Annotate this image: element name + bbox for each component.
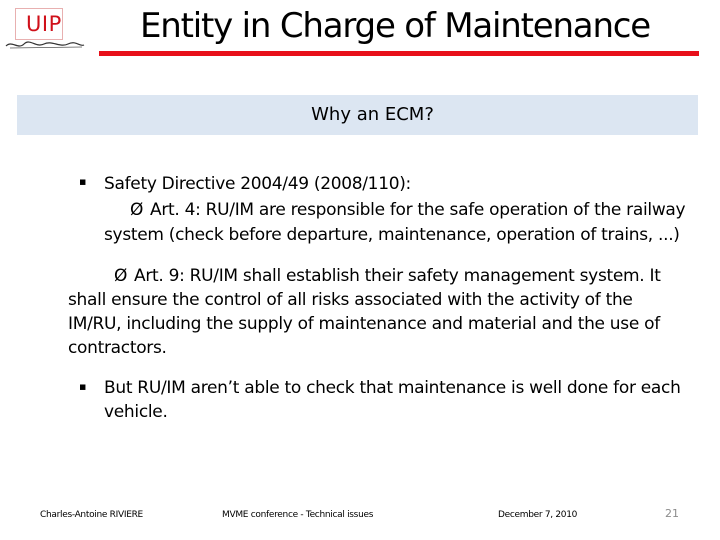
square-bullet-icon: ▪: [79, 175, 87, 188]
logo-text: UIP: [26, 12, 62, 36]
section-band: [17, 95, 698, 135]
arrow-bullet-icon: Ø: [130, 200, 144, 220]
footer-event: MVME conference - Technical issues: [222, 510, 374, 520]
arrow-bullet-icon: Ø: [114, 266, 128, 286]
uip-logo: [15, 8, 63, 40]
sub-2-line-2: shall ensure the control of all risks associated with the activity of the: [68, 290, 633, 310]
bullet-2-line-1: But RU/IM aren’t able to check that maintenance is well done for each: [104, 378, 681, 398]
sub-2-line-4: contractors.: [68, 338, 167, 358]
bullet-2-line-2: vehicle.: [104, 402, 168, 422]
footer-date: December 7, 2010: [498, 510, 578, 520]
square-bullet-icon: ▪: [79, 380, 87, 393]
footer-author: Charles-Antoine RIVIERE: [40, 510, 143, 520]
bullet-1-label: Safety Directive 2004/49 (2008/110):: [104, 174, 411, 194]
page-number: 21: [665, 507, 679, 520]
sub-1-line-1: Art. 4: RU/IM are responsible for the safe operation of the railway: [150, 200, 686, 220]
title-rule: [99, 51, 699, 56]
page-title: Entity in Charge of Maintenance: [139, 6, 651, 46]
sub-1-line-2: system (check before departure, maintenance, operation of trains, ...): [104, 225, 680, 245]
sub-2-line-3: IM/RU, including the supply of maintenance and material and the use of: [68, 314, 660, 334]
logo-rail-icon: [4, 38, 86, 52]
section-heading: Why an ECM?: [311, 104, 434, 125]
sub-2-line-1: Art. 9: RU/IM shall establish their safety management system. It: [134, 266, 661, 286]
